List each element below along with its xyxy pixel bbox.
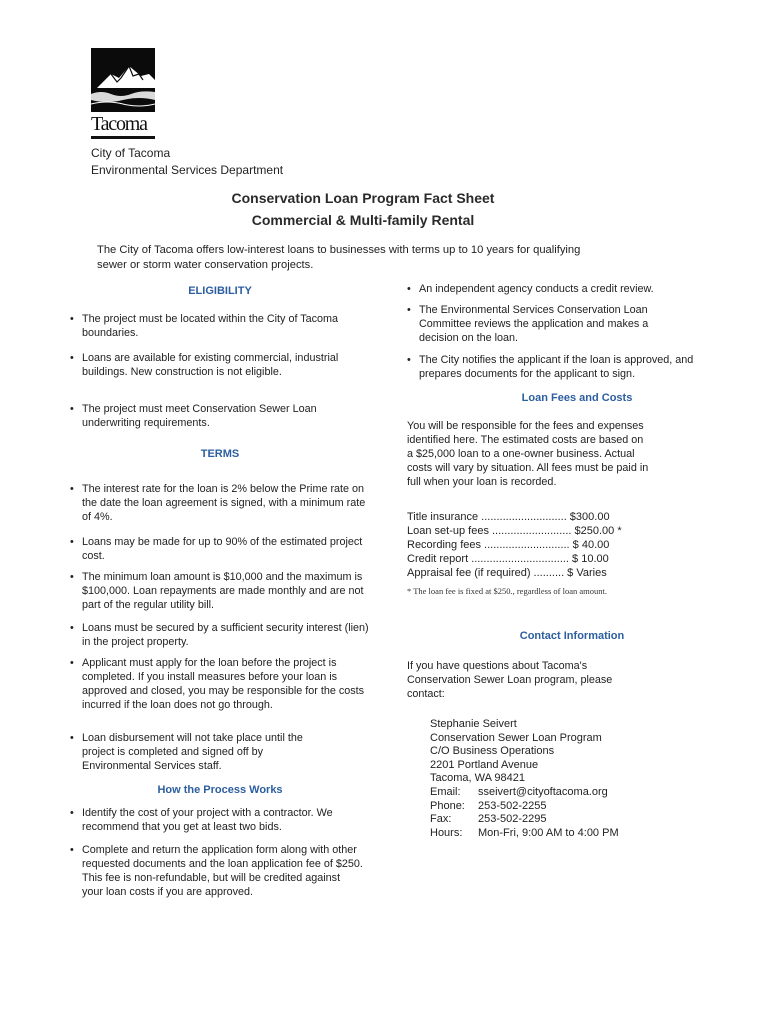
- contact-name: Stephanie Seivert: [430, 718, 517, 730]
- contact-fax-row: [430, 813, 619, 827]
- fax-value: 253-502-2295: [478, 813, 547, 826]
- contact-block: [430, 718, 619, 840]
- phone-value: 253-502-2255: [478, 799, 547, 812]
- document-subtitle: Commercial & Multi-family Rental: [251, 212, 475, 228]
- city-name: City of Tacoma: [91, 146, 171, 160]
- list-item: • An independent agency conducts a credit review.: [407, 282, 699, 296]
- contact-heading: Contact Information: [519, 630, 625, 642]
- list-item: • Loans may be made for up to 90% of the estimated project cost.: [70, 535, 372, 563]
- list-item: • Identify the cost of your project with a contractor. We recommend that you get at least two bids.: [70, 806, 360, 834]
- list-item: • The minimum loan amount is $10,000 and the maximum is $100,000. Loan repayments are made monthly and are not part of the regular utility bill.: [70, 570, 372, 612]
- fee-row: Title insurance ............................ $300.00: [407, 511, 610, 523]
- list-item: • Complete and return the application form along with other requested documents and the loan application fee of $250. This fee is non-refundable, but will be credited against your loan costs if you are approved.: [70, 843, 364, 899]
- list-item: • The Environmental Services Conservation Loan Committee reviews the application and makes a decision on the loan.: [407, 303, 689, 345]
- fee-footnote: * The loan fee is fixed at $250., regardless of loan amount.: [407, 586, 608, 596]
- list-item: • Loan disbursement will not take place until the project is completed and signed off by Environmental Services staff.: [70, 731, 322, 773]
- fee-row: Loan set-up fees .......................... $250.00 *: [407, 525, 622, 537]
- list-item: • Loans are available for existing commercial, industrial buildings. New construction is not eligible.: [70, 351, 360, 379]
- contact-office: C/O Business Operations: [430, 745, 555, 758]
- intro-paragraph: The City of Tacoma offers low-interest loans to businesses with terms up to 10 years for qualifying sewer or storm water conservation projects.: [97, 244, 581, 271]
- fee-row: Appraisal fee (if required) .......... $ Varies: [407, 567, 607, 579]
- list-item: • The project must be located within the City of Tacoma boundaries.: [70, 312, 360, 340]
- contact-paragraph: If you have questions about Tacoma's Conservation Sewer Loan program, please contact:: [407, 660, 613, 700]
- fees-heading: Loan Fees and Costs: [521, 392, 633, 404]
- list-item: • Applicant must apply for the loan before the project is completed. If you install measures before your loan is approved and closed, you may be responsible for the costs incurred if the loan does not go through.: [70, 656, 372, 712]
- list-item: • Loans must be secured by a sufficient security interest (lien) in the project property.: [70, 621, 372, 649]
- process-heading: How the Process Works: [157, 784, 283, 796]
- fax-label: Fax:: [430, 813, 452, 826]
- contact-city: Tacoma, WA 98421: [430, 772, 525, 785]
- contact-email-row: [430, 786, 619, 800]
- eligibility-heading: ELIGIBILITY: [188, 285, 252, 297]
- phone-label: Phone:: [430, 799, 465, 812]
- fees-paragraph: You will be responsible for the fees and expenses identified here. The estimated costs are based on a $25,000 loan to a one-owner business. Actual costs will vary by situation. All fees must be paid in full when your loan is recorded.: [407, 420, 649, 488]
- document-title: Conservation Loan Program Fact Sheet: [231, 190, 495, 206]
- fee-row: Recording fees ............................ $ 40.00: [407, 539, 610, 551]
- email-label: Email:: [430, 785, 461, 798]
- list-item: • The interest rate for the loan is 2% below the Prime rate on the date the loan agreement is signed, with a minimum rate of 4%.: [70, 482, 372, 524]
- contact-street: 2201 Portland Avenue: [430, 758, 539, 771]
- list-item: • The City notifies the applicant if the loan is approved, and prepares documents for the applicant to sign.: [407, 353, 709, 381]
- list-item: • The project must meet Conservation Sewer Loan underwriting requirements.: [70, 402, 360, 430]
- contact-program: Conservation Sewer Loan Program: [430, 731, 602, 744]
- hours-label: Hours:: [430, 826, 463, 839]
- terms-heading: TERMS: [200, 448, 240, 460]
- left-column: [70, 0, 370, 1024]
- hours-value: Mon-Fri, 9:00 AM to 4:00 PM: [478, 826, 619, 839]
- logo-wordmark: Tacoma: [91, 113, 147, 135]
- email-link[interactable]: sseivert@cityoftacoma.org: [478, 785, 608, 798]
- contact-hours-row: [430, 827, 619, 841]
- fee-row: Credit report ................................ $ 10.00: [407, 553, 609, 565]
- contact-phone-row: [430, 800, 619, 814]
- department-name: Environmental Services Department: [91, 163, 284, 177]
